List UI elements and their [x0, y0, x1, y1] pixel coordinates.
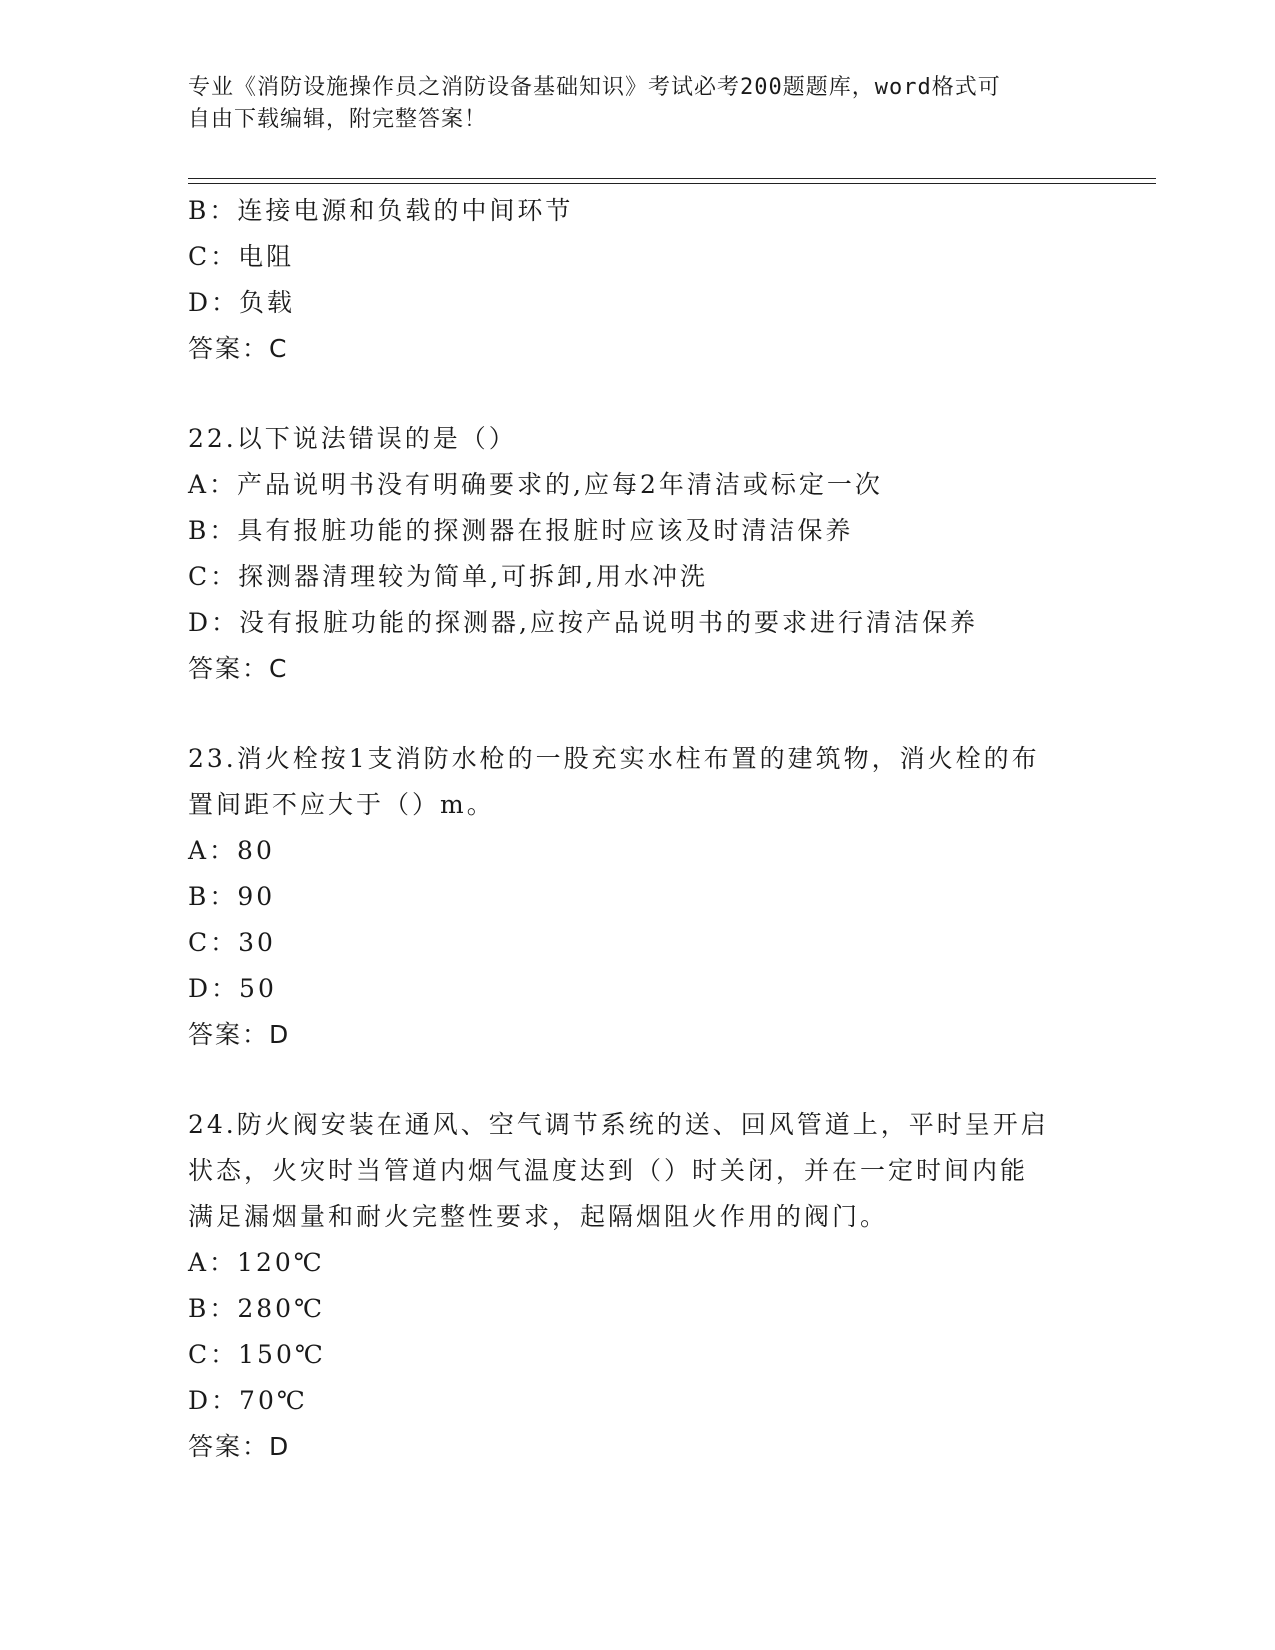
option-d: D：没有报脏功能的探测器,应按产品说明书的要求进行清洁保养 [188, 608, 978, 637]
answer-line: 答案：D [188, 1020, 291, 1049]
header-line-1: 专业《消防设施操作员之消防设备基础知识》考试必考200题题库，word格式可 [188, 75, 1001, 100]
question-fragment [188, 188, 1088, 372]
option-d: D：70℃ [188, 1386, 308, 1415]
option-a: A：产品说明书没有明确要求的,应每2年清洁或标定一次 [188, 470, 883, 499]
document-header [188, 72, 1088, 136]
header-line-2: 自由下载编辑，附完整答案！ [188, 107, 488, 132]
option-c: C：电阻 [188, 242, 295, 271]
question-22 [188, 416, 1088, 692]
option-d: D：负载 [188, 288, 296, 317]
option-a: A：120℃ [188, 1248, 325, 1277]
option-b: B：90 [188, 882, 276, 911]
option-c: C：150℃ [188, 1340, 326, 1369]
question-stem-line-2: 置间距不应大于（）m。 [188, 790, 495, 819]
question-stem-line-1: 23.消火栓按1支消防水枪的一股充实水柱布置的建筑物，消火栓的布 [188, 744, 1040, 773]
question-24 [188, 1102, 1088, 1470]
header-divider-bottom [188, 183, 1156, 184]
document-body [188, 188, 1088, 1470]
header-divider-top [188, 178, 1156, 179]
option-c: C：30 [188, 928, 276, 957]
question-stem: 22.以下说法错误的是（） [188, 424, 517, 453]
option-a: A：80 [188, 836, 275, 865]
answer-line: 答案：C [188, 654, 289, 683]
option-b: B：连接电源和负载的中间环节 [188, 196, 574, 225]
answer-line: 答案：D [188, 1432, 291, 1461]
option-b: B：具有报脏功能的探测器在报脏时应该及时清洁保养 [188, 516, 854, 545]
option-c: C：探测器清理较为简单,可拆卸,用水冲洗 [188, 562, 709, 591]
question-stem-line-2: 状态，火灾时当管道内烟气温度达到（）时关闭，并在一定时间内能 [188, 1156, 1029, 1185]
question-23 [188, 736, 1088, 1058]
answer-line: 答案：C [188, 334, 289, 363]
question-stem-line-1: 24.防火阀安装在通风、空气调节系统的送、回风管道上，平时呈开启 [188, 1110, 1049, 1139]
option-b: B：280℃ [188, 1294, 326, 1323]
question-stem-line-3: 满足漏烟量和耐火完整性要求，起隔烟阻火作用的阀门。 [188, 1202, 889, 1231]
option-d: D：50 [188, 974, 277, 1003]
